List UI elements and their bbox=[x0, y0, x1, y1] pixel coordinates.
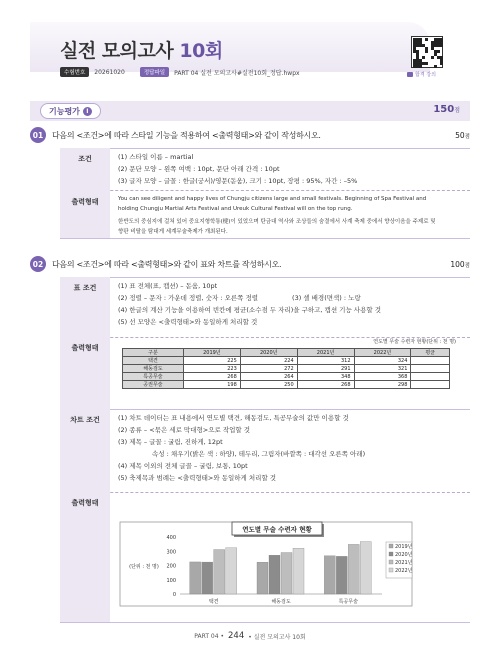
output-line: 향판 비탈을 탐대게 세계무술축제가 개최된다. bbox=[118, 229, 228, 235]
output-line: 한반도의 중심지에 걸쳐 있어 중요지형학통(楗)이 있었으며 탄금대 역사와 조상들의 숨결에서 사계 축제 중에서 향상이음을 주제로 및 bbox=[118, 219, 436, 225]
lecture-link[interactable] bbox=[407, 71, 436, 78]
table-cell: 198 bbox=[183, 381, 240, 389]
qr-module bbox=[437, 50, 440, 53]
table-header-cell: 2019년 bbox=[183, 349, 240, 357]
q1-points-unit: 점 bbox=[464, 134, 470, 140]
q2-chart-condition-label: 차트 조건 bbox=[60, 409, 110, 492]
question-1-number: 01 bbox=[30, 127, 46, 143]
bar bbox=[202, 562, 213, 594]
q1-condition-label: 조건 bbox=[60, 148, 110, 190]
bar bbox=[190, 562, 201, 594]
q2-chart-condition-item: (2) 종류 – <묶은 세로 막대형>으로 작업할 것 bbox=[118, 426, 250, 434]
question-1-text: 다음의 <조건>에 따라 스타일 기능을 적용하여 <출력형태>와 같이 작성하시오. bbox=[52, 131, 321, 140]
table-caption: 연도별 무술 수련자 현황(단위 : 천 명) bbox=[373, 339, 456, 345]
answer-file-value: PART 04 실전 모의고사#실전10회_정답.hwpx bbox=[174, 69, 300, 77]
section-badge: I bbox=[83, 107, 92, 116]
divider bbox=[60, 238, 470, 239]
q2-table-conditions bbox=[118, 280, 381, 328]
y-tick-label: 300 bbox=[166, 549, 176, 556]
table-cell: 225 bbox=[183, 357, 240, 365]
bar bbox=[257, 562, 268, 594]
table-cell bbox=[411, 357, 450, 365]
q2-chart-condition-item: (4) 제목 이외의 전체 글꼴 – 굴림, 보통, 10pt bbox=[118, 462, 248, 470]
q1-conditions bbox=[118, 151, 357, 187]
q2-chart-condition-item: (5) 축제목과 범례는 <출력형태>와 동일하게 처리할 것 bbox=[118, 474, 277, 482]
legend-swatch bbox=[389, 552, 393, 556]
q2-table-condition-item: (2) 정렬 – 문자 : 가운데 정렬, 숫자 : 오른쪽 정렬 bbox=[118, 294, 259, 302]
play-icon bbox=[407, 72, 413, 77]
q2-points-unit: 점 bbox=[464, 263, 470, 269]
table-row bbox=[123, 365, 450, 373]
divider bbox=[60, 409, 470, 410]
q1-condition-item: (3) 글자 모양 – 글꼴 : 한글(궁서)/영문(돋움), 크기 : 10pt, 장평 : 95%, 자간 : –5% bbox=[118, 177, 358, 185]
output-line: holding Chungju Martial Arts Festival and Ureuk Cultural Festival will on the top rung. bbox=[118, 206, 353, 212]
q2-chart-condition-item: (1) 차트 데이터는 표 내용에서 연도별 택견, 해동검도, 특공무술의 값만 이용할 것 bbox=[118, 414, 349, 422]
bar bbox=[269, 555, 280, 594]
table-cell: 321 bbox=[354, 365, 411, 373]
qr-module bbox=[431, 56, 434, 59]
legend-swatch bbox=[389, 568, 393, 572]
table-cell: 223 bbox=[183, 365, 240, 373]
table-cell: 312 bbox=[297, 357, 354, 365]
table-cell bbox=[411, 381, 450, 389]
q1-output-label: 출력형태 bbox=[60, 190, 110, 238]
question-1-points bbox=[455, 131, 470, 140]
table-cell: 250 bbox=[240, 381, 297, 389]
footer-part: PART 04 • bbox=[194, 632, 225, 640]
y-tick-label: 0 bbox=[172, 592, 176, 598]
divider bbox=[60, 190, 470, 191]
table-cell: 348 bbox=[297, 373, 354, 381]
table-cell: 324 bbox=[354, 357, 411, 365]
section-score-value: 150 bbox=[433, 104, 455, 115]
legend-swatch bbox=[389, 560, 393, 564]
table-header-cell: 2021년 bbox=[297, 349, 354, 357]
title-number: 10회 bbox=[179, 40, 223, 62]
question-2-number: 02 bbox=[30, 256, 46, 272]
section-title-text: 기능평가 bbox=[49, 106, 80, 116]
legend-label: 2020년 bbox=[395, 552, 413, 558]
table-header-cell: 구분 bbox=[123, 349, 184, 357]
divider bbox=[60, 492, 470, 493]
y-tick-label: 200 bbox=[166, 563, 176, 570]
legend-label: 2019년 bbox=[395, 544, 413, 550]
lecture-link-label: 합격 강의 bbox=[415, 72, 436, 78]
q2-table-condition-item: (4) 한글의 계산 기능을 이용하여 빈칸에 평균(소수점 두 자리)을 구하고, 캡션 기능 사용할 것 bbox=[118, 306, 381, 314]
table-row bbox=[123, 357, 450, 365]
q2-chart-condition-item: (3) 제목 – 글꼴 : 굴림, 진하게, 12pt bbox=[118, 438, 223, 446]
x-tick-label: 특공무술 bbox=[338, 599, 358, 605]
table-cell: 291 bbox=[297, 365, 354, 373]
qr-module bbox=[425, 62, 428, 65]
table-cell: 택견 bbox=[123, 357, 184, 365]
qr-module bbox=[425, 50, 428, 53]
q2-chart-output-label: 출력형태 bbox=[60, 492, 110, 622]
table-cell: 264 bbox=[240, 373, 297, 381]
q1-output-english bbox=[118, 194, 426, 214]
x-tick-label: 해동검도 bbox=[271, 599, 291, 605]
bar-chart bbox=[118, 498, 418, 610]
table-header-cell: 2022년 bbox=[354, 349, 411, 357]
table-header-row bbox=[123, 349, 450, 357]
bar bbox=[324, 556, 335, 594]
exam-id-tag: 수험번호 bbox=[60, 67, 89, 77]
q2-table-condition-item: (1) 표 전체(표, 캡션) – 돋움, 10pt bbox=[118, 282, 218, 290]
section-title bbox=[40, 103, 101, 119]
table-cell: 298 bbox=[354, 381, 411, 389]
divider bbox=[60, 622, 470, 623]
section-score bbox=[433, 104, 460, 115]
qr-module bbox=[422, 56, 425, 59]
x-tick-label: 택견 bbox=[208, 599, 219, 605]
qr-module bbox=[425, 38, 428, 41]
y-tick-label: 100 bbox=[166, 577, 176, 584]
footer-right: • 실전 모의고사 10회 bbox=[248, 633, 306, 641]
meta-row bbox=[60, 67, 300, 77]
chart-title: 연도별 무술 수련자 현황 bbox=[242, 525, 312, 534]
q2-table-condition-label: 표 조건 bbox=[60, 277, 110, 337]
qr-module bbox=[440, 44, 443, 47]
q2-output-label: 출력형태 bbox=[60, 337, 110, 409]
q2-table-condition-item: (5) 선 모양은 <출력형태>와 동일하게 처리할 것 bbox=[118, 318, 258, 326]
q1-points-value: 50 bbox=[455, 131, 465, 140]
table-cell: 268 bbox=[297, 381, 354, 389]
question-2-points bbox=[450, 260, 470, 269]
q1-condition-item: (1) 스타일 이름 – martial bbox=[118, 153, 194, 161]
divider bbox=[60, 148, 470, 149]
qr-module bbox=[440, 62, 443, 65]
table-cell bbox=[411, 365, 450, 373]
qr-module bbox=[434, 65, 437, 68]
table-row bbox=[123, 373, 450, 381]
table-header-cell: 평균 bbox=[411, 349, 450, 357]
table-cell: 특공무술 bbox=[123, 373, 184, 381]
page-number: 244 bbox=[228, 631, 245, 641]
exam-id-value: 20261020 bbox=[94, 68, 125, 76]
bar bbox=[293, 548, 304, 594]
y-axis-label: (단위 : 천 명) bbox=[129, 564, 159, 570]
q2-table-condition-item: (3) 셀 배경(면색) : 노랑 bbox=[292, 294, 361, 302]
q2-chart-condition-item: 속성 : 채우기(밝은 색 : 하양), 테두리, 그림자(바깥쪽 : 대각선 오른쪽 아래) bbox=[152, 450, 366, 458]
q1-condition-item: (2) 문단 모양 – 왼쪽 여백 : 10pt, 문단 아래 간격 : 10pt bbox=[118, 165, 280, 173]
qr-code-icon[interactable] bbox=[411, 36, 443, 68]
title-prefix: 실전 모의고사 bbox=[60, 40, 174, 62]
table-cell: 272 bbox=[240, 365, 297, 373]
bar bbox=[214, 550, 225, 594]
question-2-text: 다음의 <조건>에 따라 <출력형태>와 같이 표와 차트를 작성하시오. bbox=[52, 260, 282, 269]
table-cell: 224 bbox=[240, 357, 297, 365]
qr-module bbox=[419, 65, 422, 68]
data-table bbox=[122, 348, 450, 389]
table-cell: 368 bbox=[354, 373, 411, 381]
table-cell: 268 bbox=[183, 373, 240, 381]
bar bbox=[348, 544, 359, 594]
y-tick-label: 400 bbox=[166, 535, 176, 541]
q1-output-korean bbox=[118, 217, 436, 237]
table-cell: 해동검도 bbox=[123, 365, 184, 373]
q2-chart-conditions bbox=[118, 412, 365, 484]
page-title bbox=[60, 36, 223, 63]
table-header-cell: 2020년 bbox=[240, 349, 297, 357]
answer-file-tag: 정답파일 bbox=[140, 67, 169, 77]
output-line: You can see diligent and happy lives of Chungju citizens large and small festivals. Beginning of Spa Festival and bbox=[118, 196, 427, 202]
bar bbox=[360, 542, 371, 594]
table-cell: 공권무술 bbox=[123, 381, 184, 389]
bar bbox=[226, 548, 237, 594]
section-score-unit: 점 bbox=[454, 107, 460, 114]
table-row bbox=[123, 381, 450, 389]
table-cell bbox=[411, 373, 450, 381]
divider bbox=[60, 277, 470, 278]
bar bbox=[336, 556, 347, 594]
legend-swatch bbox=[389, 544, 393, 548]
q2-points-value: 100 bbox=[450, 260, 465, 269]
legend-label: 2022년 bbox=[395, 568, 413, 574]
legend-label: 2021년 bbox=[395, 560, 413, 566]
page-footer bbox=[0, 631, 500, 641]
bar bbox=[281, 553, 292, 594]
